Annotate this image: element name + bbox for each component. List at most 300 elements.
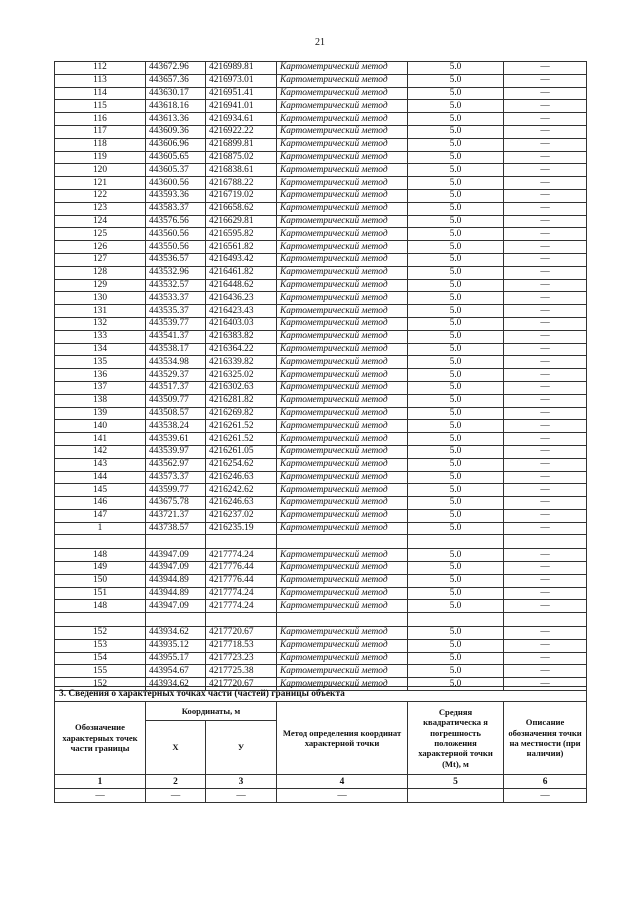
- description-cell: —: [504, 369, 587, 382]
- coord-x-cell: 443550.56: [146, 241, 206, 254]
- coord-y-cell: [206, 535, 277, 549]
- method-cell: [277, 613, 408, 627]
- mean-error-cell: 5.0: [408, 381, 504, 394]
- point-number-cell: 118: [55, 138, 146, 151]
- point-number-cell: 117: [55, 125, 146, 138]
- coord-x-cell: 443934.62: [146, 627, 206, 640]
- mean-error-cell: 5.0: [408, 125, 504, 138]
- coord-y-cell: 4216261.52: [206, 420, 277, 433]
- method-cell: Картометрический метод: [277, 509, 408, 522]
- description-cell: —: [504, 639, 587, 652]
- coord-y-cell: [206, 613, 277, 627]
- coord-x-cell: 443583.37: [146, 202, 206, 215]
- table-row: [55, 356, 587, 369]
- mean-error-cell: 5.0: [408, 574, 504, 587]
- point-number-cell: 135: [55, 356, 146, 369]
- description-cell: —: [504, 420, 587, 433]
- point-number-cell: 152: [55, 678, 146, 691]
- method-cell: Картометрический метод: [277, 125, 408, 138]
- table-row: [55, 549, 587, 562]
- method-cell: Картометрический метод: [277, 215, 408, 228]
- mean-error-cell: 5.0: [408, 509, 504, 522]
- table-row: [55, 177, 587, 190]
- mean-error-cell: 5.0: [408, 228, 504, 241]
- coord-x-cell: 443509.77: [146, 394, 206, 407]
- coord-y-cell: 4216261.05: [206, 445, 277, 458]
- description-cell: —: [504, 458, 587, 471]
- coord-y-cell: 4217776.44: [206, 562, 277, 575]
- coord-y-cell: 4216899.81: [206, 138, 277, 151]
- header-point-designation: Обозначение характерных точек части границы: [55, 702, 146, 775]
- method-cell: Картометрический метод: [277, 381, 408, 394]
- mean-error-cell: 5.0: [408, 562, 504, 575]
- table-row: [55, 652, 587, 665]
- table-row: [55, 279, 587, 292]
- table-row: [55, 330, 587, 343]
- coord-x-cell: 443600.56: [146, 177, 206, 190]
- table-row: [55, 484, 587, 497]
- coord-y-cell: 4216493.42: [206, 253, 277, 266]
- description-cell: —: [504, 627, 587, 640]
- description-cell: —: [504, 305, 587, 318]
- mean-error-cell: 5.0: [408, 639, 504, 652]
- column-number: 4: [277, 775, 408, 789]
- table-row: [55, 343, 587, 356]
- mean-error-cell: 5.0: [408, 292, 504, 305]
- coord-y-cell: 4216875.02: [206, 151, 277, 164]
- coord-y-cell: 4216788.22: [206, 177, 277, 190]
- point-number-cell: 142: [55, 445, 146, 458]
- coord-x-cell: 443532.57: [146, 279, 206, 292]
- table-row: [55, 100, 587, 113]
- coord-x-cell: 443517.37: [146, 381, 206, 394]
- table-row: [55, 394, 587, 407]
- header-x: X: [146, 721, 206, 775]
- mean-error-cell: 5.0: [408, 113, 504, 126]
- mean-error-cell: 5.0: [408, 100, 504, 113]
- coord-x-cell: 443560.56: [146, 228, 206, 241]
- mean-error-cell: 5.0: [408, 189, 504, 202]
- mean-error-cell: 5.0: [408, 151, 504, 164]
- table-row: [55, 87, 587, 100]
- point-number-cell: 132: [55, 317, 146, 330]
- method-cell: Картометрический метод: [277, 202, 408, 215]
- coord-x-cell: 443541.37: [146, 330, 206, 343]
- header-mean-error: Средняя квадратическа я погрешность положения характерной точки (Mt), м: [408, 702, 504, 775]
- method-cell: Картометрический метод: [277, 420, 408, 433]
- mean-error-cell: 5.0: [408, 497, 504, 510]
- coord-x-cell: 443573.37: [146, 471, 206, 484]
- description-cell: —: [504, 652, 587, 665]
- coord-x-cell: 443675.78: [146, 497, 206, 510]
- table-row: [55, 215, 587, 228]
- empty-cell: —: [206, 789, 277, 803]
- column-number-row: [55, 775, 587, 789]
- description-cell: —: [504, 407, 587, 420]
- column-number: 3: [206, 775, 277, 789]
- point-number-cell: 125: [55, 228, 146, 241]
- method-cell: Картометрический метод: [277, 62, 408, 75]
- coord-y-cell: 4216237.02: [206, 509, 277, 522]
- method-cell: Картометрический метод: [277, 549, 408, 562]
- coord-x-cell: 443944.89: [146, 587, 206, 600]
- description-cell: —: [504, 343, 587, 356]
- table-row: [55, 627, 587, 640]
- coord-y-cell: 4216629.81: [206, 215, 277, 228]
- method-cell: Картометрический метод: [277, 600, 408, 613]
- description-cell: —: [504, 164, 587, 177]
- coord-x-cell: 443605.65: [146, 151, 206, 164]
- table-row: [55, 125, 587, 138]
- description-cell: —: [504, 484, 587, 497]
- coordinates-table-body: [55, 62, 587, 691]
- table-row: [55, 522, 587, 535]
- coord-y-cell: 4216423.43: [206, 305, 277, 318]
- point-number-cell: 122: [55, 189, 146, 202]
- method-cell: Картометрический метод: [277, 522, 408, 535]
- coord-y-cell: 4216561.82: [206, 241, 277, 254]
- description-cell: —: [504, 678, 587, 691]
- point-number-cell: 134: [55, 343, 146, 356]
- coord-x-cell: 443613.36: [146, 113, 206, 126]
- method-cell: [277, 535, 408, 549]
- mean-error-cell: 5.0: [408, 407, 504, 420]
- point-number-cell: 1: [55, 522, 146, 535]
- method-cell: Картометрический метод: [277, 574, 408, 587]
- table-row: [55, 164, 587, 177]
- table-row: [55, 228, 587, 241]
- method-cell: Картометрический метод: [277, 562, 408, 575]
- table-row: [55, 471, 587, 484]
- method-cell: Картометрический метод: [277, 484, 408, 497]
- coord-y-cell: 4216246.63: [206, 471, 277, 484]
- description-cell: —: [504, 317, 587, 330]
- description-cell: —: [504, 100, 587, 113]
- description-cell: —: [504, 113, 587, 126]
- empty-cell: —: [146, 789, 206, 803]
- coord-y-cell: 4216383.82: [206, 330, 277, 343]
- method-cell: Картометрический метод: [277, 665, 408, 678]
- table-row: [55, 369, 587, 382]
- coord-x-cell: 443606.96: [146, 138, 206, 151]
- coord-y-cell: 4216269.82: [206, 407, 277, 420]
- coord-y-cell: 4216719.02: [206, 189, 277, 202]
- coord-x-cell: 443562.97: [146, 458, 206, 471]
- method-cell: Картометрический метод: [277, 471, 408, 484]
- description-cell: —: [504, 381, 587, 394]
- description-cell: —: [504, 497, 587, 510]
- coord-x-cell: 443947.09: [146, 600, 206, 613]
- point-number-cell: 136: [55, 369, 146, 382]
- coord-x-cell: 443657.36: [146, 74, 206, 87]
- coord-x-cell: 443738.57: [146, 522, 206, 535]
- table-row: [55, 189, 587, 202]
- mean-error-cell: 5.0: [408, 202, 504, 215]
- mean-error-cell: 5.0: [408, 253, 504, 266]
- mean-error-cell: 5.0: [408, 87, 504, 100]
- description-cell: —: [504, 189, 587, 202]
- mean-error-cell: 5.0: [408, 433, 504, 446]
- description-cell: —: [504, 292, 587, 305]
- point-number-cell: 124: [55, 215, 146, 228]
- coord-y-cell: 4216448.62: [206, 279, 277, 292]
- table-row: [55, 639, 587, 652]
- description-cell: —: [504, 241, 587, 254]
- point-number-cell: 126: [55, 241, 146, 254]
- empty-separator-row: [55, 535, 587, 549]
- point-number-cell: 133: [55, 330, 146, 343]
- table-row: [55, 113, 587, 126]
- description-cell: —: [504, 600, 587, 613]
- point-number-cell: 152: [55, 627, 146, 640]
- coord-y-cell: 4216934.61: [206, 113, 277, 126]
- mean-error-cell: 5.0: [408, 343, 504, 356]
- mean-error-cell: 5.0: [408, 665, 504, 678]
- point-number-cell: 127: [55, 253, 146, 266]
- mean-error-cell: 5.0: [408, 484, 504, 497]
- point-number-cell: 137: [55, 381, 146, 394]
- coord-x-cell: [146, 613, 206, 627]
- point-number-cell: 138: [55, 394, 146, 407]
- coord-y-cell: 4216973.01: [206, 74, 277, 87]
- empty-cell: [408, 789, 504, 803]
- section-3-title: 3. Сведения о характерных точках части (частей) границы объекта: [55, 687, 587, 702]
- header-method: Метод определения координат характерной точки: [277, 702, 408, 775]
- point-number-cell: 130: [55, 292, 146, 305]
- point-number-cell: 112: [55, 62, 146, 75]
- method-cell: Картометрический метод: [277, 100, 408, 113]
- description-cell: —: [504, 394, 587, 407]
- method-cell: Картометрический метод: [277, 343, 408, 356]
- coord-y-cell: 4216951.41: [206, 87, 277, 100]
- method-cell: Картометрический метод: [277, 678, 408, 691]
- method-cell: Картометрический метод: [277, 445, 408, 458]
- table-row: [55, 509, 587, 522]
- coord-y-cell: 4216461.82: [206, 266, 277, 279]
- description-cell: —: [504, 549, 587, 562]
- coord-x-cell: 443593.36: [146, 189, 206, 202]
- method-cell: Картометрический метод: [277, 241, 408, 254]
- method-cell: Картометрический метод: [277, 458, 408, 471]
- coord-x-cell: 443947.09: [146, 562, 206, 575]
- description-cell: —: [504, 356, 587, 369]
- coord-x-cell: 443721.37: [146, 509, 206, 522]
- description-cell: —: [504, 574, 587, 587]
- mean-error-cell: 5.0: [408, 317, 504, 330]
- point-number-cell: 121: [55, 177, 146, 190]
- table-row: [55, 292, 587, 305]
- point-number-cell: 131: [55, 305, 146, 318]
- column-number: 5: [408, 775, 504, 789]
- table-row: [55, 587, 587, 600]
- coord-y-cell: 4217718.53: [206, 639, 277, 652]
- table-row: [55, 138, 587, 151]
- coord-x-cell: 443535.37: [146, 305, 206, 318]
- method-cell: Картометрический метод: [277, 113, 408, 126]
- empty-separator-row: [55, 613, 587, 627]
- method-cell: Картометрический метод: [277, 228, 408, 241]
- mean-error-cell: 5.0: [408, 177, 504, 190]
- description-cell: —: [504, 522, 587, 535]
- coord-y-cell: 4216254.62: [206, 458, 277, 471]
- point-number-cell: 115: [55, 100, 146, 113]
- mean-error-cell: 5.0: [408, 330, 504, 343]
- method-cell: Картометрический метод: [277, 639, 408, 652]
- header-description: Описание обозначения точки на местности (при наличии): [504, 702, 587, 775]
- method-cell: Картометрический метод: [277, 369, 408, 382]
- coord-x-cell: 443618.16: [146, 100, 206, 113]
- description-cell: —: [504, 62, 587, 75]
- mean-error-cell: 5.0: [408, 420, 504, 433]
- section-3-title-row: [55, 687, 587, 702]
- table-row: [55, 253, 587, 266]
- coord-x-cell: 443935.12: [146, 639, 206, 652]
- description-cell: [504, 613, 587, 627]
- coord-y-cell: 4216364.22: [206, 343, 277, 356]
- method-cell: Картометрический метод: [277, 394, 408, 407]
- mean-error-cell: 5.0: [408, 549, 504, 562]
- point-number-cell: 141: [55, 433, 146, 446]
- point-number-cell: 148: [55, 549, 146, 562]
- method-cell: Картометрический метод: [277, 279, 408, 292]
- coord-y-cell: 4217725.38: [206, 665, 277, 678]
- coord-y-cell: 4216302.63: [206, 381, 277, 394]
- description-cell: —: [504, 228, 587, 241]
- table-row: [55, 241, 587, 254]
- empty-cell: —: [55, 789, 146, 803]
- description-cell: —: [504, 445, 587, 458]
- coord-x-cell: 443533.37: [146, 292, 206, 305]
- coord-y-cell: 4216339.82: [206, 356, 277, 369]
- coord-y-cell: 4217723.23: [206, 652, 277, 665]
- coord-x-cell: 443508.57: [146, 407, 206, 420]
- method-cell: Картометрический метод: [277, 74, 408, 87]
- table-row: [55, 317, 587, 330]
- empty-cell: —: [504, 789, 587, 803]
- mean-error-cell: 5.0: [408, 587, 504, 600]
- point-number-cell: 129: [55, 279, 146, 292]
- point-number-cell: 116: [55, 113, 146, 126]
- coord-x-cell: 443539.61: [146, 433, 206, 446]
- header-y: У: [206, 721, 277, 775]
- point-number-cell: 153: [55, 639, 146, 652]
- method-cell: Картометрический метод: [277, 587, 408, 600]
- coord-y-cell: 4216281.82: [206, 394, 277, 407]
- method-cell: Картометрический метод: [277, 87, 408, 100]
- point-number-cell: 119: [55, 151, 146, 164]
- coord-y-cell: 4217720.67: [206, 678, 277, 691]
- column-number: 1: [55, 775, 146, 789]
- point-number-cell: 155: [55, 665, 146, 678]
- mean-error-cell: 5.0: [408, 522, 504, 535]
- coord-x-cell: 443538.24: [146, 420, 206, 433]
- mean-error-cell: 5.0: [408, 266, 504, 279]
- description-cell: —: [504, 279, 587, 292]
- empty-data-row: [55, 789, 587, 803]
- mean-error-cell: 5.0: [408, 62, 504, 75]
- coord-y-cell: 4216242.62: [206, 484, 277, 497]
- coord-y-cell: 4216325.02: [206, 369, 277, 382]
- coord-y-cell: 4217774.24: [206, 587, 277, 600]
- table-row: [55, 266, 587, 279]
- mean-error-cell: 5.0: [408, 458, 504, 471]
- mean-error-cell: 5.0: [408, 445, 504, 458]
- coord-x-cell: 443529.37: [146, 369, 206, 382]
- description-cell: —: [504, 471, 587, 484]
- column-number: 2: [146, 775, 206, 789]
- coord-x-cell: 443534.98: [146, 356, 206, 369]
- coord-x-cell: 443934.62: [146, 678, 206, 691]
- table-row: [55, 497, 587, 510]
- coord-x-cell: 443954.67: [146, 665, 206, 678]
- coordinates-table: [54, 61, 587, 691]
- coord-x-cell: 443605.37: [146, 164, 206, 177]
- point-number-cell: [55, 613, 146, 627]
- mean-error-cell: [408, 613, 504, 627]
- coord-y-cell: 4216658.62: [206, 202, 277, 215]
- mean-error-cell: 5.0: [408, 74, 504, 87]
- point-number-cell: 120: [55, 164, 146, 177]
- coord-x-cell: 443672.96: [146, 62, 206, 75]
- description-cell: —: [504, 87, 587, 100]
- description-cell: —: [504, 266, 587, 279]
- point-number-cell: 139: [55, 407, 146, 420]
- table-row: [55, 420, 587, 433]
- coord-x-cell: 443532.96: [146, 266, 206, 279]
- method-cell: Картометрический метод: [277, 292, 408, 305]
- coord-y-cell: 4216436.23: [206, 292, 277, 305]
- point-number-cell: 143: [55, 458, 146, 471]
- mean-error-cell: 5.0: [408, 369, 504, 382]
- point-number-cell: 149: [55, 562, 146, 575]
- point-number-cell: 144: [55, 471, 146, 484]
- mean-error-cell: 5.0: [408, 215, 504, 228]
- coord-y-cell: 4216595.82: [206, 228, 277, 241]
- table-row: [55, 381, 587, 394]
- coord-y-cell: 4217774.24: [206, 600, 277, 613]
- point-number-cell: 146: [55, 497, 146, 510]
- method-cell: Картометрический метод: [277, 177, 408, 190]
- point-number-cell: 123: [55, 202, 146, 215]
- description-cell: —: [504, 177, 587, 190]
- mean-error-cell: 5.0: [408, 678, 504, 691]
- mean-error-cell: 5.0: [408, 305, 504, 318]
- section-3-table: [54, 686, 587, 803]
- description-cell: [504, 535, 587, 549]
- description-cell: —: [504, 330, 587, 343]
- mean-error-cell: 5.0: [408, 164, 504, 177]
- empty-cell: —: [277, 789, 408, 803]
- header-coordinates: Координаты, м: [146, 702, 277, 721]
- method-cell: Картометрический метод: [277, 151, 408, 164]
- page-number: 21: [315, 37, 325, 48]
- coord-y-cell: 4216235.19: [206, 522, 277, 535]
- coord-x-cell: 443944.89: [146, 574, 206, 587]
- table-row: [55, 433, 587, 446]
- point-number-cell: 140: [55, 420, 146, 433]
- coord-x-cell: 443539.77: [146, 317, 206, 330]
- description-cell: —: [504, 151, 587, 164]
- coord-y-cell: 4216838.61: [206, 164, 277, 177]
- mean-error-cell: 5.0: [408, 627, 504, 640]
- mean-error-cell: 5.0: [408, 241, 504, 254]
- point-number-cell: 147: [55, 509, 146, 522]
- coord-x-cell: 443609.36: [146, 125, 206, 138]
- method-cell: Картометрический метод: [277, 253, 408, 266]
- method-cell: Картометрический метод: [277, 305, 408, 318]
- point-number-cell: 151: [55, 587, 146, 600]
- coord-y-cell: 4216403.03: [206, 317, 277, 330]
